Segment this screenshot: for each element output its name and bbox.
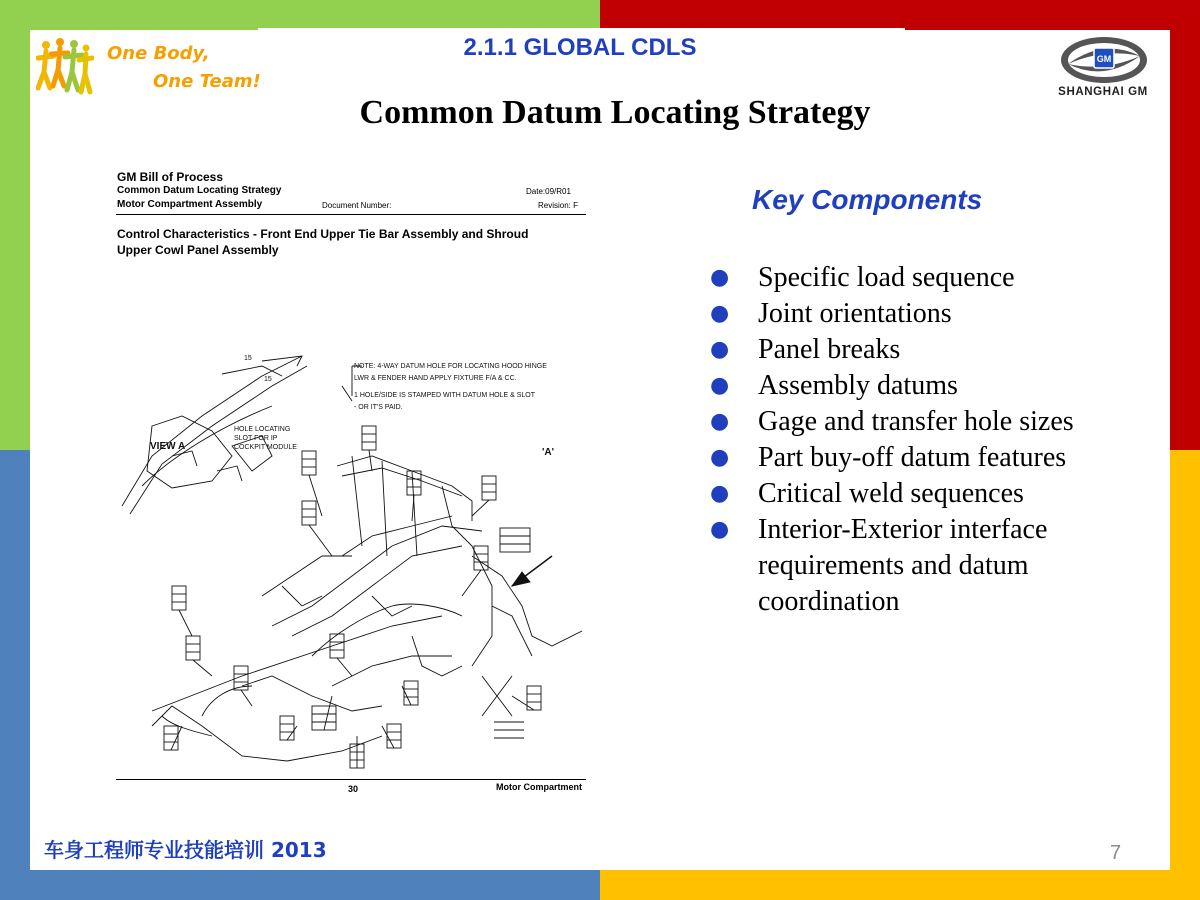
bill-of-process-document bbox=[112, 164, 588, 796]
list-item-text: Specific load sequence bbox=[758, 262, 1015, 293]
document-date: Date:09/R01 bbox=[526, 187, 571, 196]
document-revision: Revision: F bbox=[538, 201, 579, 210]
list-item-text: Part buy-off datum features bbox=[758, 442, 1067, 473]
bullet-icon: ● bbox=[710, 265, 730, 290]
hood-hinge-note-line-1: NOTE: 4-WAY DATUM HOLE FOR LOCATING HOOD HINGE bbox=[354, 363, 547, 370]
bullet-icon: ● bbox=[710, 337, 730, 362]
list-item-text: Critical weld sequences bbox=[758, 478, 1024, 509]
list-item bbox=[708, 404, 1148, 440]
list-item bbox=[708, 332, 1148, 368]
callout-15-b: 15 bbox=[264, 376, 272, 383]
document-divider bbox=[116, 214, 586, 215]
list-item-text: Gage and transfer hole sizes bbox=[758, 406, 1074, 437]
top-strip bbox=[258, 28, 905, 32]
datum-hole-note-line-2: - OR IT'S PAID. bbox=[354, 404, 403, 411]
slogan-line-1: One Body, bbox=[107, 43, 210, 64]
list-item-text: Panel breaks bbox=[758, 334, 901, 365]
list-item bbox=[708, 368, 1148, 404]
document-number-label: Document Number: bbox=[322, 201, 392, 210]
datum-hole-note-line-1: 1 HOLE/SIDE IS STAMPED WITH DATUM HOLE & SLOT bbox=[354, 392, 535, 399]
list-item bbox=[708, 440, 1148, 476]
hole-locating-note-line-1: HOLE LOCATING bbox=[234, 426, 291, 433]
bullet-icon: ● bbox=[710, 373, 730, 398]
bullet-icon: ● bbox=[710, 445, 730, 470]
document-footer-label: Motor Compartment bbox=[496, 782, 582, 792]
document-subheading: Common Datum Locating Strategy bbox=[117, 185, 282, 196]
bullet-icon: ● bbox=[710, 517, 730, 542]
hole-locating-note-line-3: COCKPIT MODULE bbox=[234, 444, 297, 451]
list-item bbox=[708, 476, 1148, 512]
view-a-marker: 'A' bbox=[542, 447, 554, 458]
page-title: Common Datum Locating Strategy bbox=[359, 94, 871, 131]
bullet-icon: ● bbox=[710, 481, 730, 506]
slide-number: 7 bbox=[1110, 842, 1122, 864]
callout-15-a: 15 bbox=[244, 355, 252, 362]
list-item-text: Interior-Exterior interface requirements and datum coordination bbox=[758, 514, 1048, 617]
team-figures-logo-icon bbox=[36, 36, 94, 96]
gm-emblem-text: GM bbox=[1096, 54, 1112, 64]
motor-compartment-drawing bbox=[112, 256, 588, 776]
document-footer-divider bbox=[116, 779, 586, 780]
course-title: 车身工程师专业技能培训 2013 bbox=[44, 838, 327, 862]
slogan-line-2: One Team! bbox=[153, 71, 261, 92]
list-item bbox=[708, 296, 1148, 332]
bullet-icon: ● bbox=[710, 409, 730, 434]
document-heading: GM Bill of Process bbox=[117, 170, 224, 184]
hood-hinge-note-line-2: LWR & FENDER HAND APPLY FIXTURE F/A & CC. bbox=[354, 375, 517, 382]
document-assembly-name: Motor Compartment Assembly bbox=[117, 199, 263, 210]
key-components-title: Key Components bbox=[752, 184, 983, 215]
control-characteristics-line-2: Upper Cowl Panel Assembly bbox=[117, 243, 279, 257]
key-components-list bbox=[708, 260, 1148, 620]
control-characteristics-line-1: Control Characteristics - Front End Upper Tie Bar Assembly and Shroud bbox=[117, 227, 529, 241]
list-item-text: Joint orientations bbox=[758, 298, 952, 329]
list-item bbox=[708, 260, 1148, 296]
list-item bbox=[708, 512, 1148, 620]
view-a-label: VIEW A bbox=[150, 441, 186, 452]
shanghai-gm-logo-icon bbox=[1058, 34, 1150, 86]
list-item-text: Assembly datums bbox=[758, 370, 958, 401]
brand-name: SHANGHAI GM bbox=[1058, 86, 1148, 98]
bullet-icon: ● bbox=[710, 301, 730, 326]
document-page-number: 30 bbox=[348, 784, 359, 794]
section-title: 2.1.1 GLOBAL CDLS bbox=[463, 34, 697, 61]
control-characteristics-text bbox=[117, 226, 587, 258]
hole-locating-note-line-2: SLOT FOR IP bbox=[234, 435, 278, 442]
